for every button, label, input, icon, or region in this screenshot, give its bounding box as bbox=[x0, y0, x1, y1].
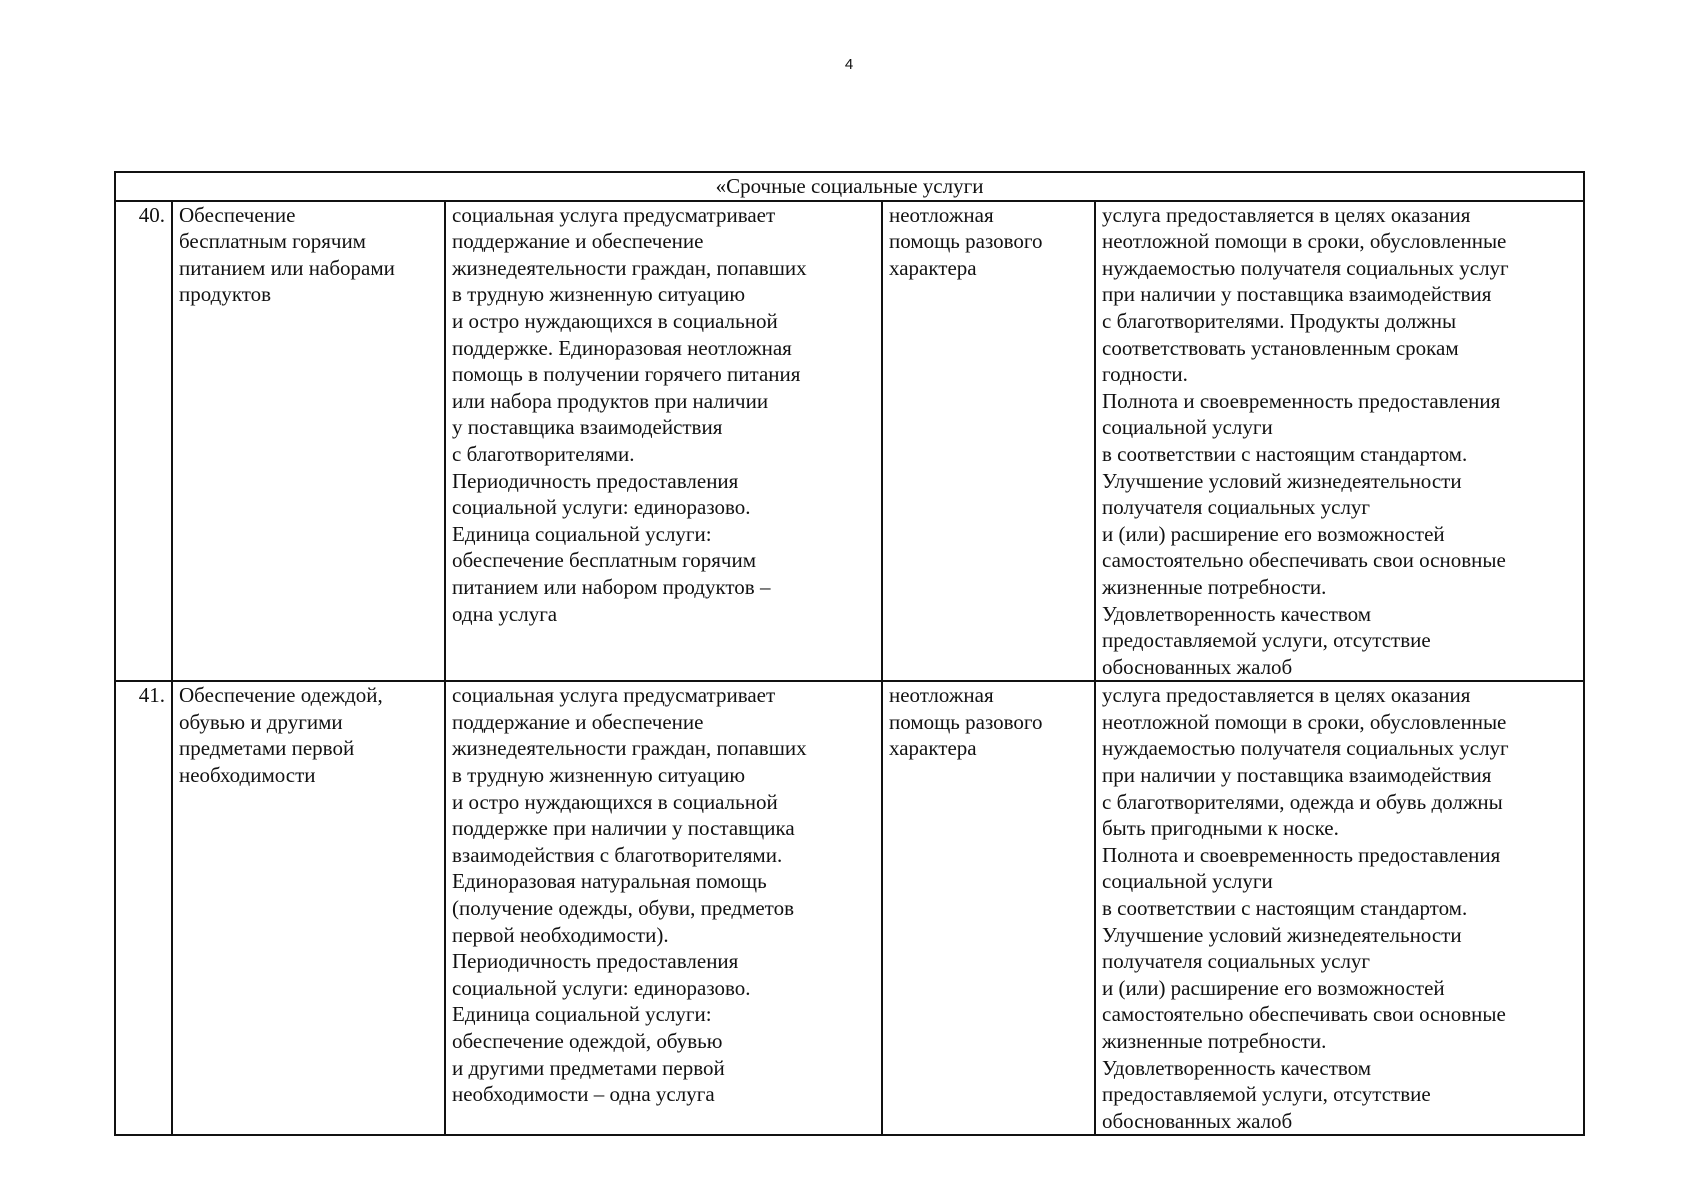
row-number: 40. bbox=[115, 201, 172, 682]
cell-text-line: быть пригодными к носке. bbox=[1102, 816, 1339, 841]
cell-text-line: неотложная bbox=[889, 202, 994, 227]
cell-text-line: необходимости – одна услуга bbox=[452, 1082, 715, 1107]
cell-text-line: и остро нуждающихся в социальной bbox=[452, 789, 778, 814]
cell-text-line: обоснованных жалоб bbox=[1102, 654, 1293, 679]
cell-text-line: соответствовать установленным срокам bbox=[1102, 335, 1459, 360]
service-name-cell bbox=[172, 681, 445, 1135]
table-row bbox=[115, 201, 1584, 682]
cell-text-line: Полнота и своевременность предоставления bbox=[1102, 388, 1501, 413]
cell-text-line: неотложная bbox=[889, 683, 994, 708]
cell-text-line: с благотворителями. bbox=[452, 441, 635, 466]
cell-text-line: Периодичность предоставления bbox=[452, 468, 739, 493]
cell-text-line: услуга предоставляется в целях оказания bbox=[1102, 202, 1471, 227]
table-row bbox=[115, 681, 1584, 1135]
cell-text-line: Обеспечение bbox=[179, 202, 296, 227]
section-title: «Срочные социальные услуги bbox=[115, 172, 1584, 201]
cell-text-line: предоставляемой услуги, отсутствие bbox=[1102, 1082, 1431, 1107]
cell-text-line: в соответствии с настоящим стандартом. bbox=[1102, 441, 1468, 466]
cell-text-line: необходимости bbox=[179, 763, 316, 788]
cell-text-line: взаимодействия с благотворителями. bbox=[452, 842, 783, 867]
cell-text-line: или набора продуктов при наличии bbox=[452, 388, 769, 413]
cell-text-line: поддержание и обеспечение bbox=[452, 229, 704, 254]
cell-text-line: питанием или наборами bbox=[179, 255, 395, 280]
cell-text-line: поддержке. Единоразовая неотложная bbox=[452, 335, 792, 360]
row-number: 41. bbox=[115, 681, 172, 1135]
cell-text-line: социальной услуги: единоразово. bbox=[452, 495, 751, 520]
section-header-row bbox=[115, 172, 1584, 201]
cell-text-line: жизненные потребности. bbox=[1102, 574, 1327, 599]
cell-text-line: Улучшение условий жизнедеятельности bbox=[1102, 468, 1462, 493]
cell-text-line: (получение одежды, обуви, предметов bbox=[452, 896, 794, 921]
cell-text-line: неотложной помощи в сроки, обусловленные bbox=[1102, 229, 1507, 254]
cell-text-line: обувью и другими bbox=[179, 709, 343, 734]
services-table bbox=[114, 171, 1585, 1136]
cell-text-line: предметами первой bbox=[179, 736, 355, 761]
cell-text-line: и (или) расширение его возможностей bbox=[1102, 521, 1445, 546]
cell-text-line: при наличии у поставщика взаимодействия bbox=[1102, 763, 1492, 788]
cell-text-line: неотложной помощи в сроки, обусловленные bbox=[1102, 709, 1507, 734]
cell-text-line: Единоразовая натуральная помощь bbox=[452, 869, 767, 894]
cell-text-line: характера bbox=[889, 255, 977, 280]
cell-text-line: Единица социальной услуги: bbox=[452, 1002, 712, 1027]
page-number: 4 bbox=[844, 56, 854, 73]
cell-text-line: Единица социальной услуги: bbox=[452, 521, 712, 546]
cell-text-line: нуждаемостью получателя социальных услуг bbox=[1102, 255, 1509, 280]
cell-text-line: помощь в получении горячего питания bbox=[452, 362, 801, 387]
cell-text-line: социальная услуга предусматривает bbox=[452, 202, 776, 227]
cell-text-line: Обеспечение одеждой, bbox=[179, 683, 383, 708]
cell-text-line: с благотворителями. Продукты должны bbox=[1102, 308, 1457, 333]
cell-text-line: и остро нуждающихся в социальной bbox=[452, 308, 778, 333]
cell-text-line: бесплатным горячим bbox=[179, 229, 366, 254]
cell-text-line: поддержание и обеспечение bbox=[452, 709, 704, 734]
cell-text-line: питанием или набором продуктов – bbox=[452, 574, 771, 599]
cell-text-line: предоставляемой услуги, отсутствие bbox=[1102, 628, 1431, 653]
service-timing-cell bbox=[882, 201, 1095, 682]
cell-text-line: социальной услуги bbox=[1102, 869, 1273, 894]
cell-text-line: Полнота и своевременность предоставления bbox=[1102, 842, 1501, 867]
cell-text-line: получателя социальных услуг bbox=[1102, 495, 1371, 520]
cell-text-line: жизненные потребности. bbox=[1102, 1029, 1327, 1053]
service-conditions-cell bbox=[1095, 201, 1584, 682]
cell-text-line: с благотворителями, одежда и обувь должны bbox=[1102, 789, 1503, 814]
cell-text-line: одна услуга bbox=[452, 601, 558, 626]
cell-text-line: в трудную жизненную ситуацию bbox=[452, 282, 746, 307]
cell-text-line: жизнедеятельности граждан, попавших bbox=[452, 255, 807, 280]
cell-text-line: обеспечение бесплатным горячим bbox=[452, 548, 757, 573]
cell-text-line: самостоятельно обеспечивать свои основные bbox=[1102, 1002, 1506, 1027]
cell-text-line: Удовлетворенность качеством bbox=[1102, 601, 1372, 626]
cell-text-line: характера bbox=[889, 736, 977, 761]
cell-text-line: у поставщика взаимодействия bbox=[452, 415, 723, 440]
cell-text-line: первой необходимости). bbox=[452, 922, 669, 947]
cell-text-line: в соответствии с настоящим стандартом. bbox=[1102, 896, 1468, 921]
cell-text-line: продуктов bbox=[179, 282, 272, 307]
cell-text-line: жизнедеятельности граждан, попавших bbox=[452, 736, 807, 761]
cell-text-line: обоснованных жалоб bbox=[1102, 1108, 1293, 1133]
cell-text-line: и (или) расширение его возможностей bbox=[1102, 975, 1445, 1000]
cell-text-line: и другими предметами первой bbox=[452, 1055, 725, 1080]
cell-text-line: самостоятельно обеспечивать свои основные bbox=[1102, 548, 1506, 573]
cell-text-line: социальная услуга предусматривает bbox=[452, 683, 776, 708]
cell-text-line: Улучшение условий жизнедеятельности bbox=[1102, 922, 1462, 947]
cell-text-line: нуждаемостью получателя социальных услуг bbox=[1102, 736, 1509, 761]
cell-text-line: при наличии у поставщика взаимодействия bbox=[1102, 282, 1492, 307]
cell-text-line: Удовлетворенность качеством bbox=[1102, 1055, 1372, 1080]
service-name-cell bbox=[172, 201, 445, 682]
cell-text-line: социальной услуги bbox=[1102, 415, 1273, 440]
cell-text-line: получателя социальных услуг bbox=[1102, 949, 1371, 974]
cell-text-line: поддержке при наличии у поставщика bbox=[452, 816, 795, 841]
cell-text-line: социальной услуги: единоразово. bbox=[452, 975, 751, 1000]
cell-text-line: помощь разового bbox=[889, 229, 1043, 254]
cell-text-line: Периодичность предоставления bbox=[452, 949, 739, 974]
cell-text-line: услуга предоставляется в целях оказания bbox=[1102, 683, 1471, 708]
cell-text-line: помощь разового bbox=[889, 709, 1043, 734]
service-description-cell bbox=[445, 201, 882, 682]
cell-text-line: в трудную жизненную ситуацию bbox=[452, 763, 746, 788]
cell-text-line: годности. bbox=[1102, 362, 1188, 387]
service-conditions-cell bbox=[1095, 681, 1584, 1135]
cell-text-line: обеспечение одеждой, обувью bbox=[452, 1029, 723, 1053]
service-timing-cell bbox=[882, 681, 1095, 1135]
service-description-cell bbox=[445, 681, 882, 1135]
